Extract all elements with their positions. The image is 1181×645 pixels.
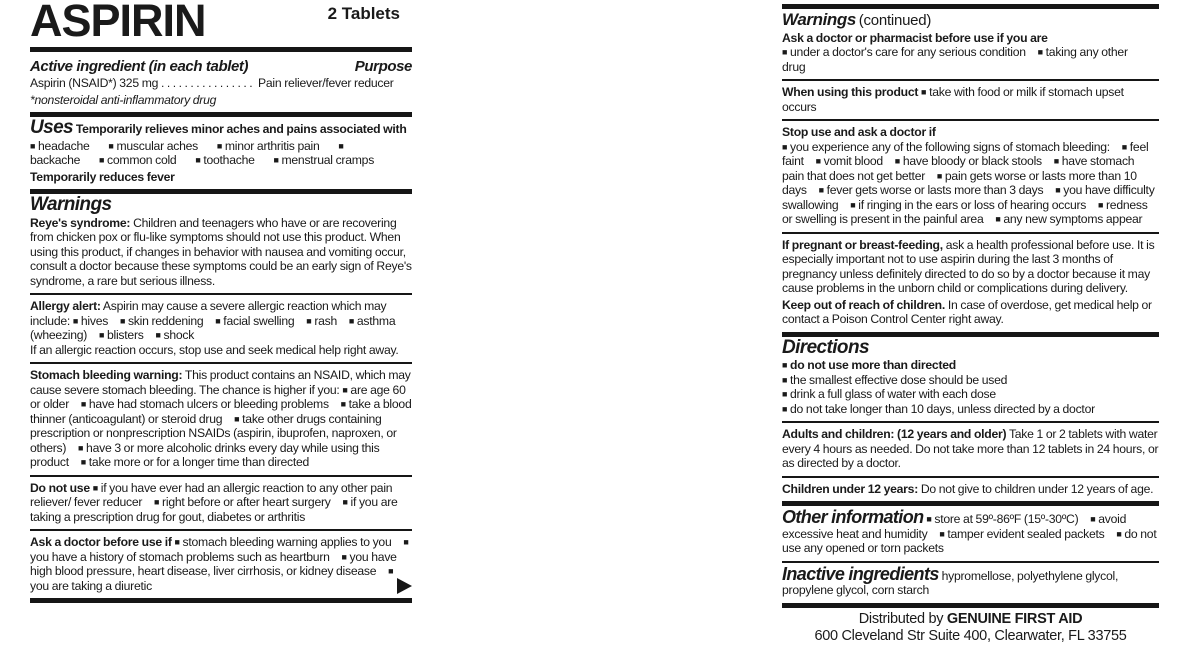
- bullet-item: ■ do not take longer than 10 days, unless directed by a doctor: [782, 401, 1095, 416]
- uses-section: [30, 119, 412, 187]
- bullet-item: ■ menstrual cramps: [273, 153, 375, 167]
- active-ingredient-heading: Active ingredient (in each tablet): [30, 58, 249, 75]
- pregnancy-section: [782, 236, 1159, 330]
- ingredient-name: Aspirin (NSAID*) 325 mg: [30, 76, 159, 90]
- bullet-square-icon: ■: [850, 199, 856, 210]
- bullet-square-icon: ■: [98, 330, 105, 340]
- bullet-item: ■ take more or for a longer time than directed: [80, 455, 310, 469]
- bullet-item: ■ common cold: [99, 153, 177, 167]
- bullet-item: ■ have bloody or black stools: [894, 154, 1042, 168]
- bullet-item: ■ if you are taking a prescription drug for gout, diabetes or arthritis: [30, 495, 398, 524]
- bullet-item: ■ hives: [72, 313, 109, 328]
- distributor-line1: [782, 611, 1159, 628]
- bullet-item: ■ asthma (wheezing): [30, 313, 396, 342]
- bullet-item: ■ rash: [306, 313, 338, 328]
- label-right-panel: [782, 0, 1159, 645]
- bullet-item: ■ vomit blood: [815, 154, 883, 168]
- bullet-item: ■ muscular aches: [108, 138, 198, 153]
- thick-rule: [30, 598, 412, 603]
- dot-leader: ................: [160, 76, 256, 90]
- bullet-square-icon: ■: [341, 551, 347, 562]
- bullet-square-icon: ■: [216, 140, 223, 151]
- bullet-square-icon: ■: [782, 47, 788, 57]
- bullet-square-icon: ■: [782, 360, 788, 370]
- allergy-bullet-list: [30, 314, 395, 343]
- distributor-name: GENUINE FIRST AID: [946, 610, 1083, 627]
- bullet-square-icon: ■: [342, 497, 348, 507]
- pregnant-text: ask a health professional before use. It is especially important not to use aspirin during the last 3 months of pregnancy unless definitely directed to do so by a doctor because it may cause problems in the unborn child or complications during delivery.: [782, 237, 1155, 295]
- bullet-item: ■ minor arthritis pain: [216, 138, 320, 153]
- bullet-square-icon: ■: [348, 315, 355, 326]
- bullet-square-icon: ■: [234, 413, 240, 424]
- thin-rule: [782, 476, 1159, 478]
- bullet-square-icon: ■: [99, 155, 105, 165]
- stop-use-section: [782, 123, 1159, 230]
- bullet-item: ■ avoid excessive heat and humidity: [782, 512, 1127, 541]
- label-header: [30, 0, 412, 45]
- children-text: Do not give to children under 12 years of age.: [920, 481, 1154, 496]
- bullet-item: ■ store at 59º-86ºF (15º-30ºC): [926, 512, 1079, 526]
- ask-doctor-section: [30, 533, 412, 596]
- bullet-item: ■ have stomach pain that does not get better: [782, 154, 1135, 183]
- bullet-square-icon: ■: [936, 170, 943, 181]
- inactive-ingredients-heading: Inactive ingredients: [782, 563, 939, 584]
- pregnant-lead: If pregnant or breast-feeding,: [782, 237, 943, 252]
- bullet-item: ■ take with food or milk if stomach upset occurs: [782, 85, 1124, 114]
- bullet-item: ■ you have high blood pressure, heart disease, liver cirrhosis, or kidney disease: [30, 549, 397, 578]
- bullet-square-icon: ■: [782, 374, 788, 385]
- thin-rule: [782, 119, 1159, 121]
- ingredient-purpose: Pain reliever/fever reducer: [258, 76, 394, 90]
- bullet-square-icon: ■: [926, 514, 932, 524]
- uses-intro: Temporarily relieves minor aches and pains associated with: [75, 122, 407, 136]
- keep-out-text: In case of overdose, get medical help or contact a Poison Control Center right away.: [782, 297, 1152, 326]
- stomach-lead: Stomach bleeding warning:: [30, 368, 183, 382]
- bullet-square-icon: ■: [403, 537, 409, 547]
- thick-rule: [782, 4, 1159, 9]
- uses-note: Temporarily reduces fever: [30, 169, 175, 184]
- children-dosage-section: [782, 480, 1159, 500]
- directions-bullet-list: [782, 358, 1159, 416]
- bullet-square-icon: ■: [1055, 185, 1061, 195]
- bullet-item: ■ shock: [155, 328, 195, 342]
- allergy-outro: If an allergic reaction occurs, stop use and seek medical help right away.: [30, 342, 399, 357]
- directions-section: [782, 336, 1159, 420]
- ask-doctor-lead: Ask a doctor before use if: [30, 535, 172, 549]
- bullet-square-icon: ■: [174, 537, 180, 547]
- thick-rule: [782, 501, 1159, 506]
- nsaid-footnote: *nonsteroidal anti-inflammatory drug: [30, 92, 217, 107]
- reyes-text: Children and teenagers who have or are recovering from chicken pox or flu-like symptoms should not use this product. When using this product, if changes in behavior with nausea and vomiting occur, consult a doctor because these symptoms could be an early sign of Reye's syndrome, a rare but serious illness.: [30, 215, 412, 288]
- bullet-square-icon: ■: [306, 315, 312, 326]
- ask-pharmacist-section: [782, 31, 1159, 75]
- thick-rule: [30, 47, 412, 52]
- bullet-square-icon: ■: [338, 140, 344, 151]
- bullet-square-icon: ■: [1053, 156, 1059, 166]
- bullet-item: ■ headache: [30, 138, 90, 153]
- bullet-item: ■ you have difficulty swallowing: [782, 183, 1155, 212]
- bullet-square-icon: ■: [818, 185, 824, 195]
- thin-rule: [30, 362, 412, 364]
- other-information-heading: Other information: [782, 507, 924, 527]
- bullet-item: ■ facial swelling: [215, 313, 295, 328]
- allergy-lead: Allergy alert:: [30, 299, 101, 313]
- warnings-continued-suffix: (continued): [858, 12, 932, 29]
- warnings-continued-heading: Warnings: [782, 10, 856, 29]
- thick-rule: [30, 112, 412, 117]
- thin-rule: [782, 561, 1159, 563]
- inactive-ingredients-text: hypromellose, polyethylene glycol, propylene glycol, corn starch: [782, 568, 1119, 597]
- inactive-ingredients-section: [782, 565, 1159, 601]
- bullet-square-icon: ■: [273, 155, 279, 165]
- bullet-square-icon: ■: [1116, 528, 1122, 539]
- bullet-item: ■ have had stomach ulcers or bleeding problems: [80, 397, 329, 411]
- bullet-item: ■ any new symptoms appear: [995, 212, 1143, 226]
- bullet-square-icon: ■: [119, 315, 126, 326]
- bullet-square-icon: ■: [894, 156, 900, 166]
- bullet-square-icon: ■: [388, 566, 394, 576]
- bullet-item: ■ the smallest effective dose should be used: [782, 372, 1008, 387]
- bullet-square-icon: ■: [1121, 141, 1127, 152]
- bullet-item: ■ if ringing in the ears or loss of hearing occurs: [850, 197, 1087, 212]
- label-left-panel: [30, 0, 412, 605]
- bullet-item: ■ fever gets worse or lasts more than 3 days: [818, 183, 1044, 197]
- bullet-square-icon: ■: [782, 141, 788, 152]
- bullet-square-icon: ■: [30, 140, 36, 151]
- bullet-item: ■ blisters: [98, 328, 144, 342]
- allergy-intro: Aspirin may cause a severe allergic reaction which may include:: [30, 299, 387, 328]
- distributor-info: [782, 611, 1159, 645]
- adults-lead: Adults and children: (12 years and older): [782, 427, 1007, 441]
- allergy-alert-section: [30, 297, 412, 360]
- bullet-square-icon: ■: [342, 384, 348, 395]
- warnings-continued-section: [782, 11, 1159, 77]
- bullet-square-icon: ■: [215, 315, 221, 326]
- active-ingredient-section: [30, 54, 412, 110]
- thin-rule: [30, 293, 412, 295]
- bullet-square-icon: ■: [155, 330, 161, 340]
- bullet-square-icon: ■: [154, 497, 160, 507]
- adults-text: Take 1 or 2 tablets with water every 4 hours as needed. Do not take more than 12 tablets in 24 hours, or as directed by a doctor.: [782, 427, 1159, 470]
- product-title: ASPIRIN: [30, 0, 206, 46]
- purpose-heading: Purpose: [354, 58, 412, 75]
- bullet-item: ■ are age 60 or older: [30, 382, 406, 411]
- warnings-section: [30, 196, 412, 291]
- bullet-square-icon: ■: [108, 140, 114, 151]
- distributed-by-text: Distributed by: [858, 610, 944, 627]
- bullet-square-icon: ■: [1037, 47, 1043, 57]
- bullet-square-icon: ■: [782, 403, 788, 414]
- when-using-lead: When using this product: [782, 85, 919, 99]
- bullet-square-icon: ■: [815, 156, 821, 166]
- bullet-item: ■ do not use more than directed: [782, 358, 956, 372]
- thin-rule: [782, 421, 1159, 423]
- stop-use-bullet-list: [782, 140, 1155, 227]
- bullet-item: ■ feel faint: [782, 139, 1149, 168]
- bullet-square-icon: ■: [1097, 199, 1104, 210]
- bullet-item: ■ have 3 or more alcoholic drinks every day while using this product: [30, 440, 380, 469]
- thin-rule: [30, 475, 412, 477]
- directions-heading: Directions: [782, 336, 869, 358]
- bullet-item: ■ take a blood thinner (anticoagulant) or steroid drug: [30, 397, 412, 426]
- bullet-item: ■ do not use any opened or torn packets: [782, 526, 1157, 555]
- tablet-count: 2 Tablets: [327, 4, 400, 23]
- bullet-item: ■ tamper evident sealed packets: [939, 526, 1105, 541]
- bullet-square-icon: ■: [72, 315, 79, 326]
- bullet-item: ■ drink a full glass of water with each dose: [782, 387, 996, 401]
- ask-pharmacist-lead: Ask a doctor or pharmacist before use if you are: [782, 30, 1048, 45]
- children-lead: Children under 12 years:: [782, 481, 919, 496]
- bullet-item: ■ stomach bleeding warning applies to you: [174, 535, 392, 549]
- bullet-square-icon: ■: [195, 155, 201, 165]
- thin-rule: [30, 529, 412, 531]
- bullet-item: ■ toothache: [195, 153, 255, 167]
- warnings-heading: Warnings: [30, 194, 112, 215]
- bullet-square-icon: ■: [78, 442, 84, 453]
- bullet-square-icon: ■: [782, 389, 788, 399]
- bullet-square-icon: ■: [80, 457, 86, 467]
- ingredient-row: [30, 76, 412, 91]
- bullet-square-icon: ■: [995, 214, 1001, 224]
- thin-rule: [782, 79, 1159, 81]
- bullet-item: ■ you experience any of the following signs of stomach bleeding:: [782, 139, 1110, 154]
- bullet-item: ■ if you have ever had an allergic reaction to any other pain reliever/ fever reducer: [30, 480, 393, 509]
- keep-out-lead: Keep out of reach of children.: [782, 297, 945, 312]
- bullet-item: ■ backache: [30, 140, 344, 167]
- continued-arrow-icon: [397, 578, 412, 594]
- bullet-item: ■ you have a history of stomach problems such as heartburn: [30, 537, 409, 564]
- distributor-address: 600 Cleveland Str Suite 400, Clearwater, FL 33755: [814, 627, 1127, 644]
- stomach-intro: This product contains an NSAID, which may cause severe stomach bleeding. The chance is higher if you:: [30, 368, 411, 397]
- thin-rule: [782, 232, 1159, 234]
- uses-bullet-list: [30, 139, 412, 168]
- bullet-square-icon: ■: [80, 399, 87, 409]
- bullet-square-icon: ■: [939, 528, 945, 539]
- bullet-item: ■ pain gets worse or lasts more than 10 days: [782, 168, 1137, 197]
- bullet-item: ■ skin reddening: [119, 313, 204, 328]
- do-not-use-section: [30, 479, 412, 528]
- adults-dosage-section: [782, 425, 1159, 474]
- thick-rule: [782, 603, 1159, 608]
- uses-heading: Uses: [30, 117, 74, 138]
- reyes-lead: Reye's syndrome:: [30, 215, 131, 230]
- bullet-square-icon: ■: [1090, 514, 1096, 524]
- bullet-item: ■ taking any other drug: [782, 45, 1128, 74]
- ask-pharmacist-bullet-list: [782, 45, 1128, 74]
- bullet-item: ■ redness or swelling is present in the painful area: [782, 197, 1148, 226]
- bullet-square-icon: ■: [921, 87, 927, 97]
- bullet-item: ■ under a doctor's care for any serious condition: [782, 45, 1026, 59]
- stop-use-lead: Stop use and ask a doctor if: [782, 125, 936, 139]
- other-information-section: [782, 508, 1159, 559]
- do-not-use-lead: Do not use: [30, 480, 90, 495]
- bullet-item: ■ you are taking a diuretic: [30, 566, 394, 593]
- reyes-syndrome-warning: [30, 216, 412, 289]
- bullet-item: ■ right before or after heart surgery: [154, 495, 331, 509]
- bullet-square-icon: ■: [340, 399, 346, 409]
- bullet-item: ■ take other drugs containing prescription or nonprescription NSAIDs (aspirin, ibuprofen, naproxen, or others): [30, 411, 397, 455]
- when-using-section: [782, 83, 1159, 117]
- stomach-bleeding-section: [30, 366, 412, 473]
- bullet-square-icon: ■: [92, 482, 98, 493]
